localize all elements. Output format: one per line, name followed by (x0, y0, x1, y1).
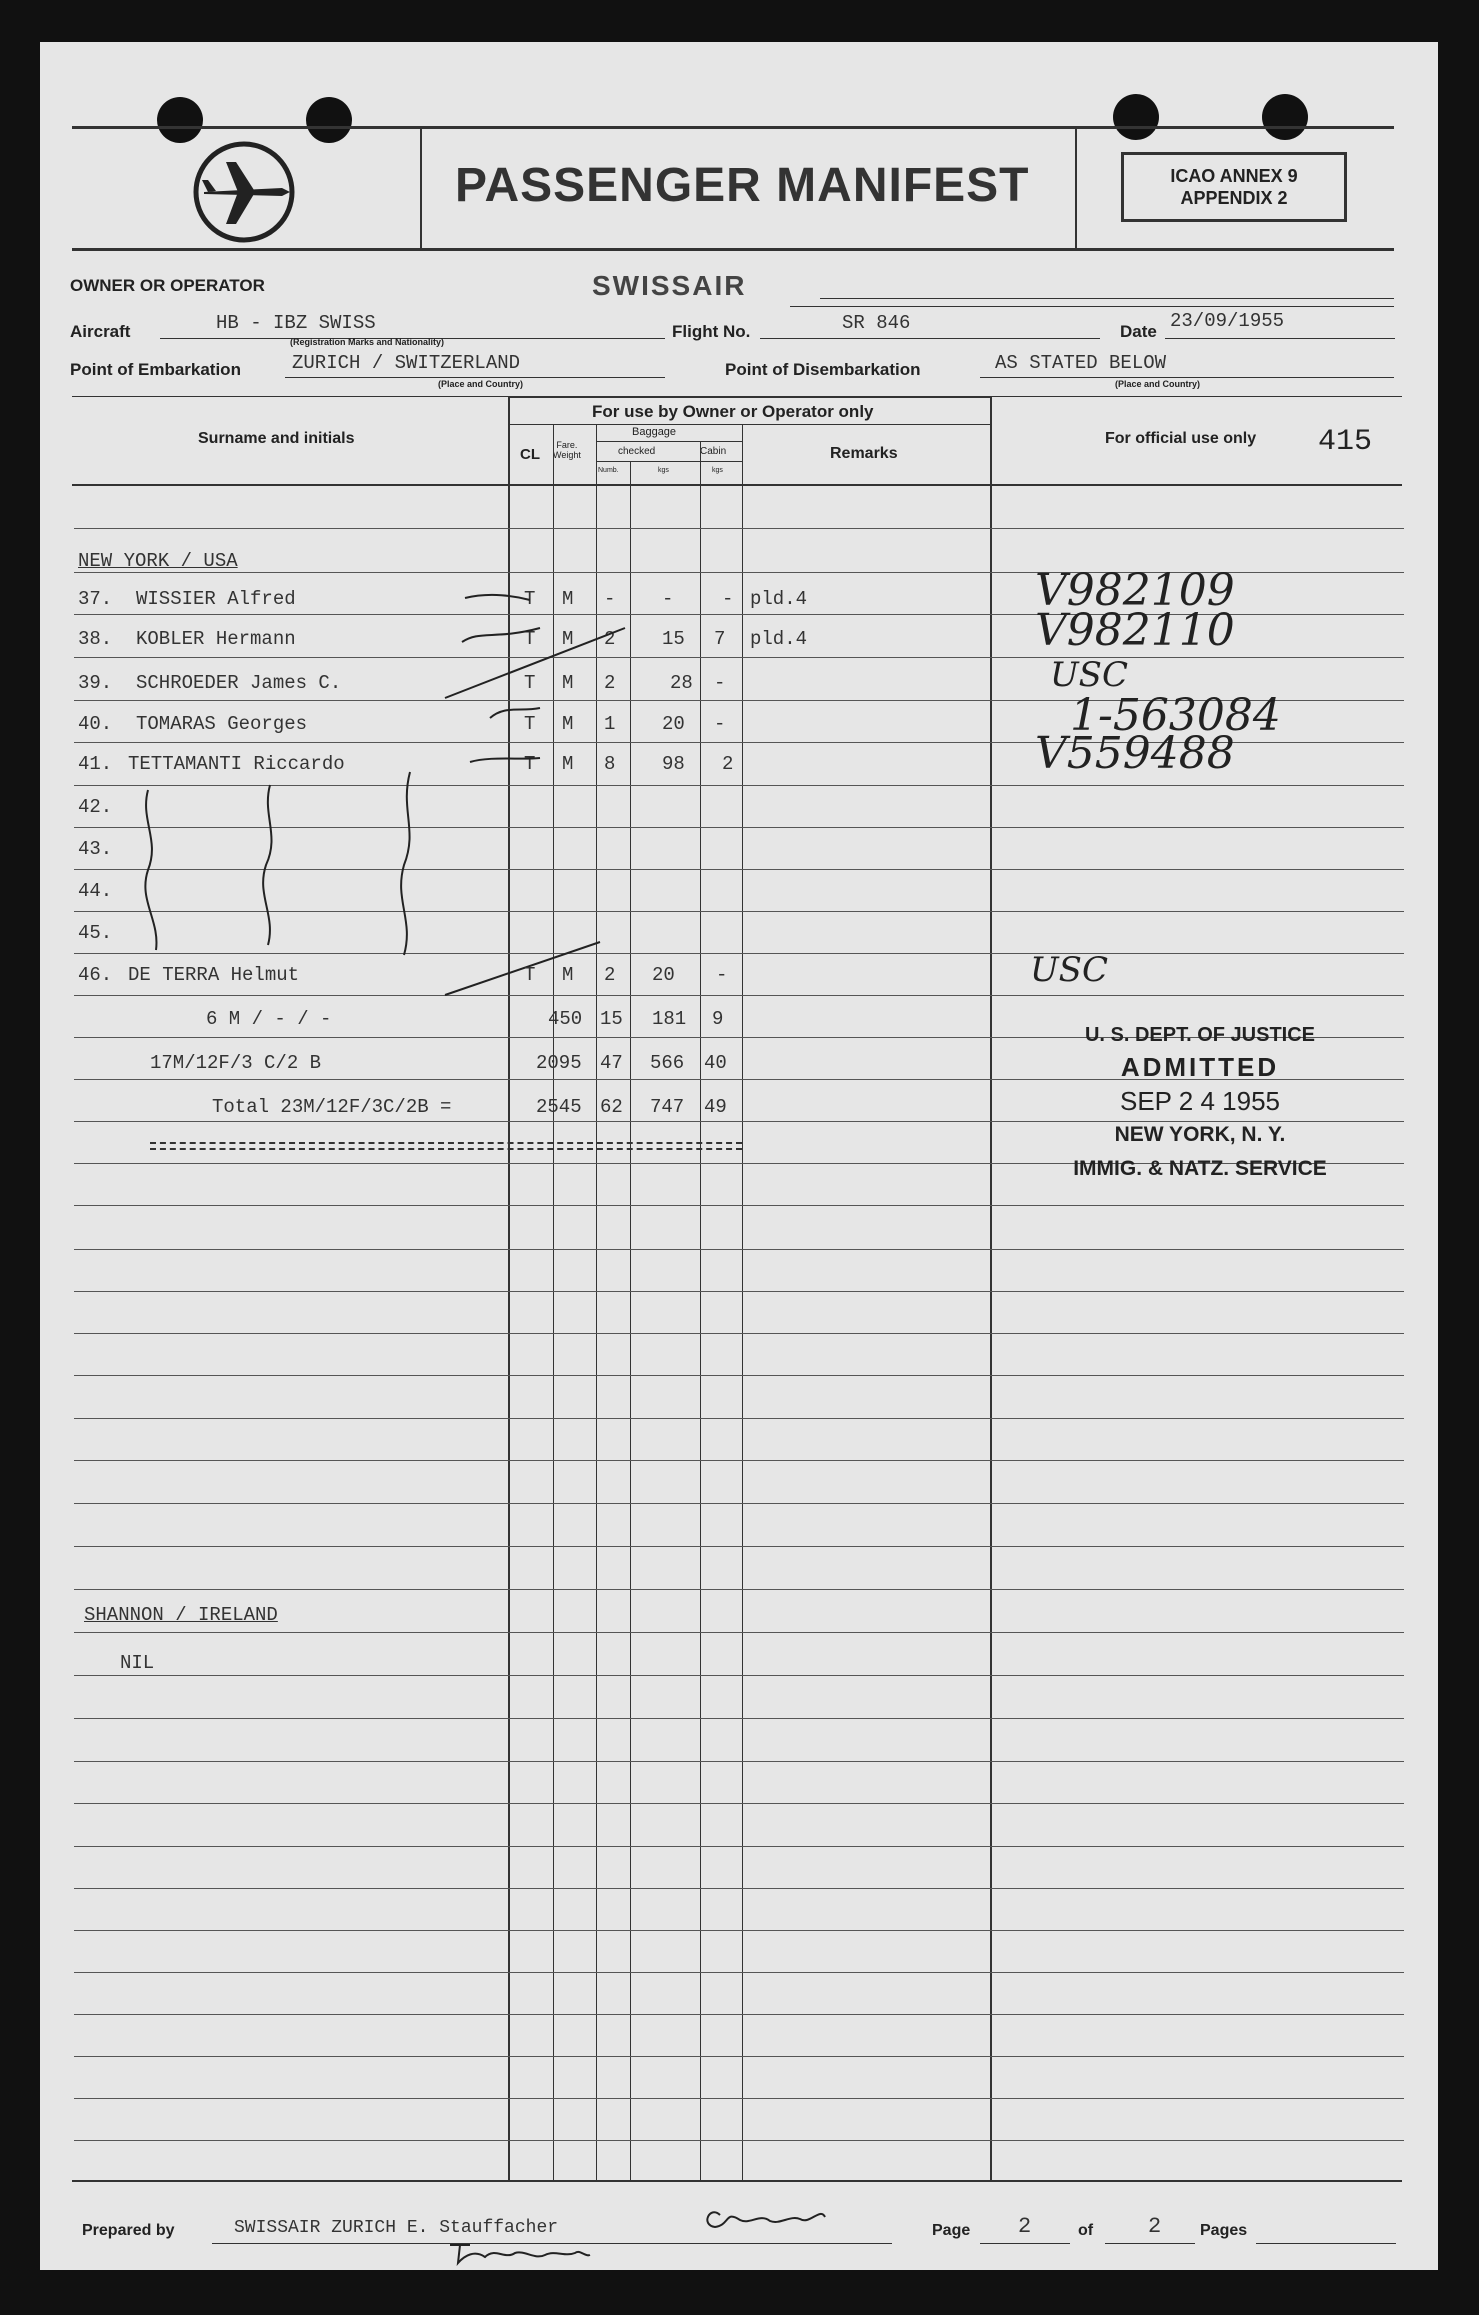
total-cabin: 9 (712, 1008, 724, 1030)
baggage-header: Baggage (632, 426, 677, 438)
weight-label: Weight (553, 450, 581, 460)
surname-header: Surname and initials (198, 430, 355, 447)
of-value: 2 (1148, 2214, 1162, 2239)
owner-only-header: For use by Owner or Operator only (592, 402, 874, 421)
fare-weight: M (562, 713, 574, 735)
cabin-kgs: - (714, 672, 726, 694)
passenger-name: TOMARAS Georges (136, 713, 308, 735)
kgs-header-2: kgs (712, 467, 723, 474)
fare-weight: M (562, 588, 574, 610)
bag-numb: 2 (604, 672, 616, 694)
cl-header: CL (520, 446, 540, 463)
official-note: USC (1050, 655, 1128, 695)
cabin-kgs: 7 (714, 628, 726, 650)
class: T (524, 628, 536, 650)
admitted-stamp (1000, 1020, 1400, 1186)
owner-value: SWISSAIR (592, 270, 747, 301)
icao-line-1: ICAO ANNEX 9 (1170, 166, 1298, 186)
owner-label: OWNER OR OPERATOR (70, 276, 265, 295)
page-title: PASSENGER MANIFEST (455, 159, 1030, 212)
place-note: (Place and Country) (438, 379, 524, 389)
bag-numb: 2 (604, 964, 616, 986)
stamp-line-1: U. S. DEPT. OF JUSTICE (1084, 1024, 1316, 1046)
remarks: pld.4 (750, 628, 808, 650)
row-number: 37. (78, 588, 113, 610)
bag-numb: 2 (604, 628, 616, 650)
total-bag-kgs: 747 (650, 1096, 685, 1118)
prepared-value: SWISSAIR ZURICH E. Stauffacher (234, 2218, 559, 2238)
total-fare-weight: 2095 (536, 1052, 582, 1074)
row-number: 39. (78, 672, 113, 694)
fare-weight: M (562, 753, 574, 775)
row-number: 40. (78, 713, 113, 735)
page-label: Page (932, 2222, 971, 2239)
signature-scribble (440, 2195, 890, 2270)
total-label: Total 23M/12F/3C/2B = (212, 1096, 452, 1118)
passenger-name: KOBLER Hermann (136, 628, 296, 650)
fare-weight: M (562, 964, 574, 986)
total-label: 17M/12F/3 C/2 B (150, 1052, 322, 1074)
bag-kgs: 20 (662, 713, 685, 735)
row-number: 44. (78, 880, 113, 902)
cabin-kgs: 2 (722, 753, 734, 775)
registration-note: (Registration Marks and Nationality) (290, 337, 445, 347)
section-shannon: SHANNON / IRELAND (84, 1604, 278, 1626)
official-note: USC (1030, 950, 1108, 990)
row-number: 41. (78, 753, 113, 775)
class: T (524, 753, 536, 775)
kgs-header: kgs (658, 467, 669, 474)
bag-kgs: 15 (662, 628, 685, 650)
official-note: V559488 (1035, 728, 1235, 779)
class: T (524, 588, 536, 610)
aircraft-value: HB - IBZ SWISS (216, 312, 376, 334)
stamp-line-4: NEW YORK, N. Y. (1114, 1123, 1286, 1146)
total-bag-numb: 47 (600, 1052, 623, 1074)
aircraft-label: Aircraft (70, 322, 131, 341)
pages-label: Pages (1200, 2222, 1248, 2239)
bag-kgs: 20 (652, 964, 675, 986)
passenger-name: DE TERRA Helmut (128, 964, 300, 986)
cabin-kgs: - (716, 964, 728, 986)
bag-kgs: 98 (662, 753, 685, 775)
disembarkation-value: AS STATED BELOW (995, 352, 1167, 374)
class: T (524, 672, 536, 694)
total-cabin: 49 (704, 1096, 727, 1118)
embarkation-value: ZURICH / SWITZERLAND (292, 352, 521, 374)
row-number: 42. (78, 796, 113, 818)
row-number: 45. (78, 922, 113, 944)
cabin-header: Cabin (700, 446, 727, 457)
bag-numb: 8 (604, 753, 616, 775)
class: T (524, 713, 536, 735)
bag-numb: - (604, 588, 616, 610)
fare-weight: M (562, 672, 574, 694)
fare-label: Fare. (556, 440, 578, 450)
place-note-2: (Place and Country) (1115, 379, 1201, 389)
date-label: Date (1120, 322, 1157, 341)
row-number: 43. (78, 838, 113, 860)
class: T (524, 964, 536, 986)
remarks: pld.4 (750, 588, 808, 610)
cabin-kgs: - (714, 713, 726, 735)
bag-kgs: 28 (670, 672, 693, 694)
embarkation-label: Point of Embarkation (70, 360, 241, 379)
total-bag-numb: 62 (600, 1096, 623, 1118)
remarks-header: Remarks (830, 445, 898, 462)
row-number: 46. (78, 964, 113, 986)
total-fare-weight: 450 (548, 1008, 583, 1030)
icao-line-2: APPENDIX 2 (1180, 188, 1288, 208)
passenger-name: TETTAMANTI Riccardo (128, 753, 345, 775)
official-note: V982109 (1035, 565, 1235, 616)
of-label: of (1078, 2222, 1094, 2239)
stamp-line-5: IMMIG. & NATZ. SERVICE (1073, 1157, 1327, 1180)
stamp-line-3: SEP 2 4 1955 (1120, 1086, 1280, 1116)
total-cabin: 40 (704, 1052, 727, 1074)
disembarkation-label: Point of Disembarkation (725, 360, 921, 379)
checked-header: checked (618, 446, 656, 457)
bag-numb: 1 (604, 713, 616, 735)
official-note: 1-563084 (1070, 690, 1281, 741)
fare-weight: M (562, 628, 574, 650)
page-value: 2 (1018, 2214, 1032, 2239)
row-number: 38. (78, 628, 113, 650)
official-number: 415 (1318, 425, 1373, 459)
official-header: For official use only (1105, 430, 1257, 447)
numb-header: Numb. (598, 467, 619, 474)
total-bag-numb: 15 (600, 1008, 623, 1030)
flight-label: Flight No. (672, 322, 751, 341)
total-label: 6 M / - / - (206, 1008, 332, 1030)
passenger-name: SCHROEDER James C. (136, 672, 342, 694)
total-bag-kgs: 566 (650, 1052, 685, 1074)
prepared-label: Prepared by (82, 2222, 175, 2239)
bag-kgs: - (662, 588, 674, 610)
stamp-line-2: ADMITTED (1120, 1052, 1280, 1082)
flight-value: SR 846 (842, 312, 911, 334)
total-fare-weight: 2545 (536, 1096, 582, 1118)
date-value: 23/09/1955 (1170, 310, 1285, 332)
passenger-name: WISSIER Alfred (136, 588, 296, 610)
cabin-kgs: - (722, 588, 734, 610)
section-new-york: NEW YORK / USA (78, 550, 238, 572)
total-bag-kgs: 181 (652, 1008, 687, 1030)
section-shannon-value: NIL (120, 1652, 155, 1674)
official-note: V982110 (1035, 605, 1235, 656)
